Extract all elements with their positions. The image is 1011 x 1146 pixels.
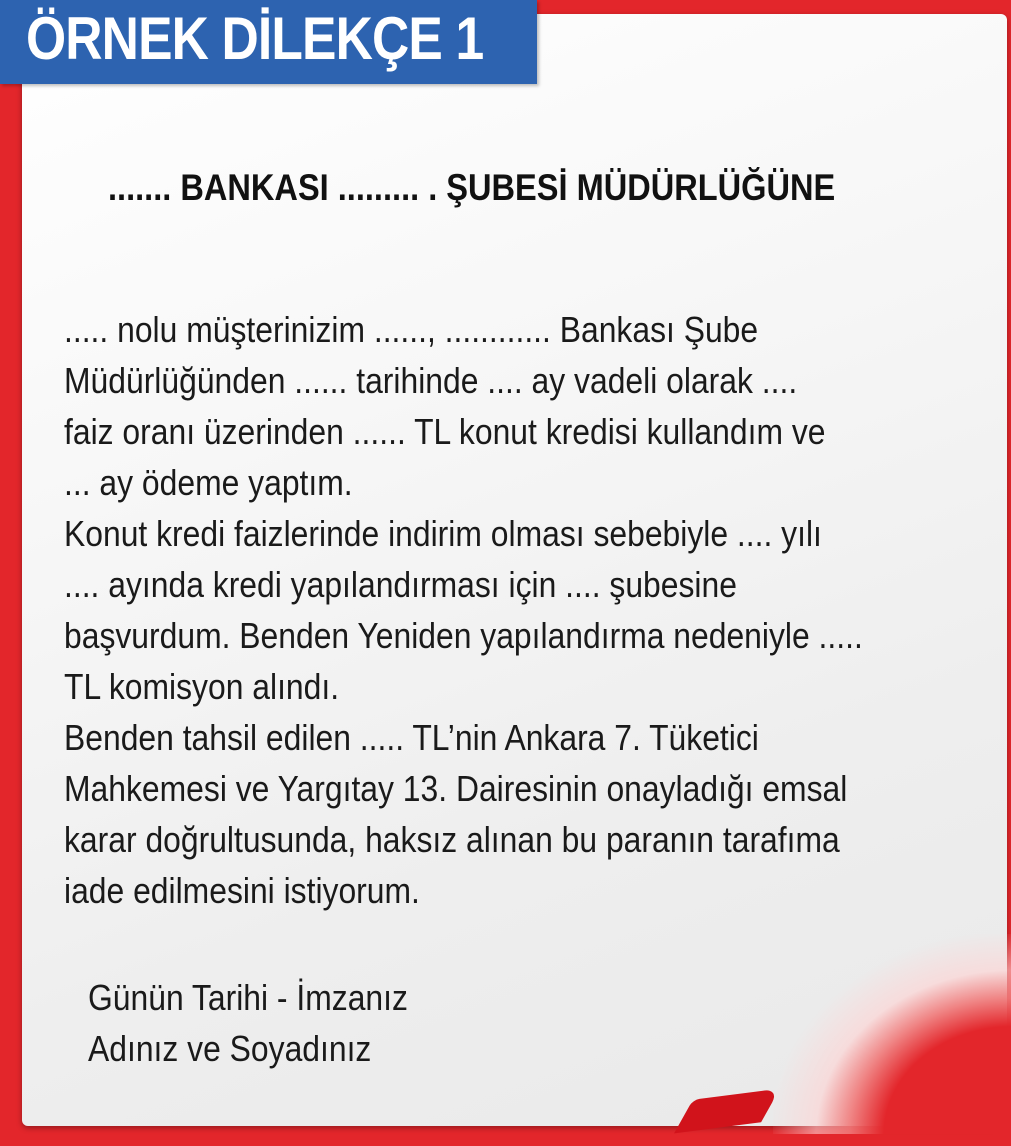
page-curl-tip xyxy=(674,1089,780,1134)
body-line: Müdürlüğünden ...... tarihinde .... ay vadeli olarak .... xyxy=(64,360,798,401)
body-line: Konut kredi faizlerinde indirim olması sebebiyle .... yılı xyxy=(64,513,822,554)
body-line: Benden tahsil edilen ..... TL’nin Ankara 7. Tüketici xyxy=(64,717,759,758)
body-line: .... ayında kredi yapılandırması için .... şubesine xyxy=(64,564,737,605)
body-line: iade edilmesini istiyorum. xyxy=(64,870,420,911)
signature-block xyxy=(88,972,408,1074)
page-curl xyxy=(773,934,1011,1134)
body-line: faiz oranı üzerinden ...... TL konut kredisi kullandım ve xyxy=(64,411,826,452)
letter-body xyxy=(64,304,863,916)
banner-title: ÖRNEK DİLEKÇE 1 xyxy=(26,5,484,72)
body-line: karar doğrultusunda, haksız alınan bu paranın tarafıma xyxy=(64,819,840,860)
letter-heading: ....... BANKASI ......... . ŞUBESİ MÜDÜRLÜĞÜNE xyxy=(108,167,836,208)
body-line: TL komisyon alındı. xyxy=(64,666,340,707)
body-line: ..... nolu müşterinizim ......, ............ Bankası Şube xyxy=(64,309,759,350)
title-banner xyxy=(0,0,537,84)
body-line: ... ay ödeme yaptım. xyxy=(64,462,353,503)
signature-date-line: Günün Tarihi - İmzanız xyxy=(88,977,408,1018)
body-line: Mahkemesi ve Yargıtay 13. Dairesinin onayladığı emsal xyxy=(64,768,848,809)
body-line: başvurdum. Benden Yeniden yapılandırma nedeniyle ..... xyxy=(64,615,863,656)
signature-name-line: Adınız ve Soyadınız xyxy=(88,1028,372,1069)
